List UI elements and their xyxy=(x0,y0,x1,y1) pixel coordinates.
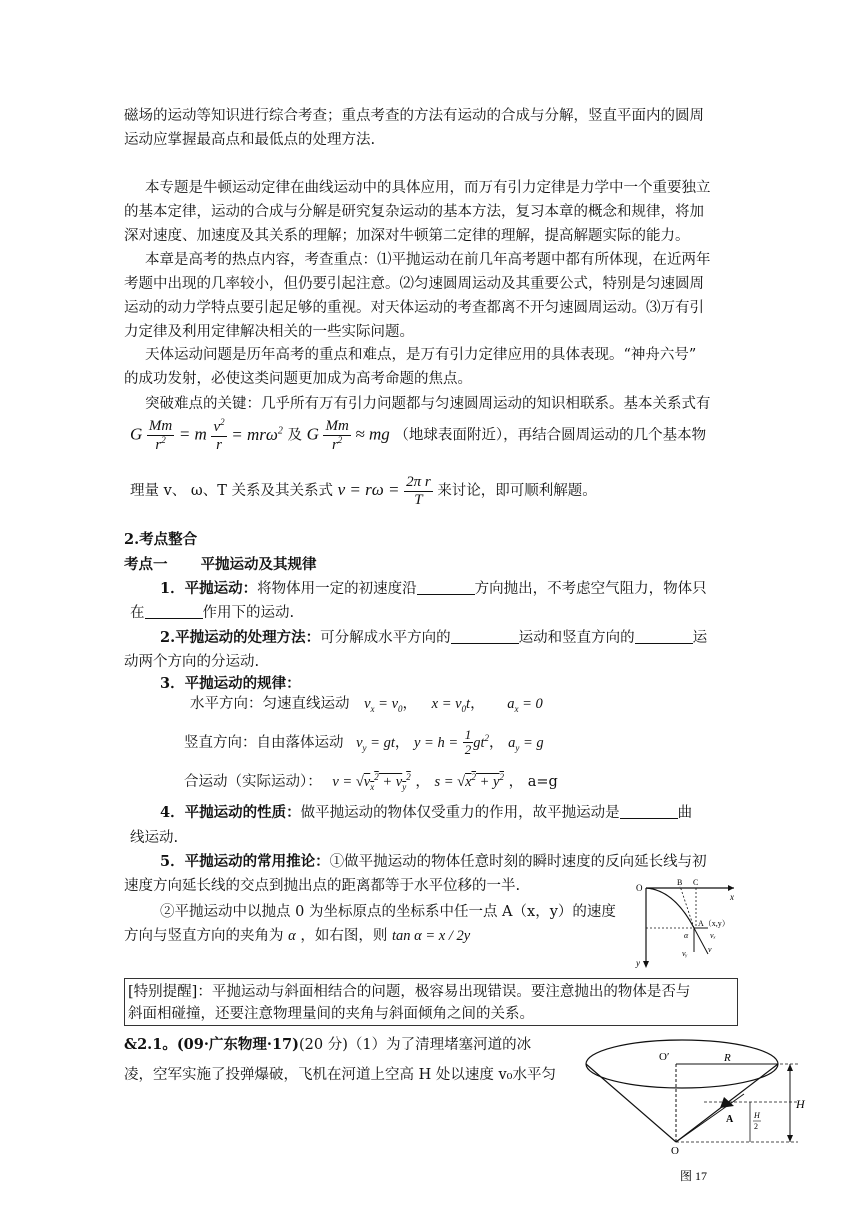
relation-formula-line: 理量 v、 ω、T 关系及其关系式 v = rω = $\frac{\text{2π r}}{T}$ 来讨论，即可顺利解题。 xyxy=(130,474,597,508)
relation-text-a: 理量 v、 ω、T 关系及其关系式 xyxy=(130,483,334,499)
reminder-text-1: 平抛运动与斜面相结合的问题，极容易出现错误。要注意抛出的物体是否与 xyxy=(211,984,691,1000)
item1-line2-a: 在 xyxy=(130,605,145,621)
item4-line-2: 线运动. xyxy=(130,830,179,846)
item5-label: 5．平抛运动的常用推论： xyxy=(160,853,330,870)
item1-line-1 xyxy=(160,577,707,601)
label-v: v xyxy=(708,945,712,954)
item5-line4-b: ，如右图，则 xyxy=(300,928,388,944)
item1-label: 1．平抛运动： xyxy=(160,580,258,597)
item2-blank-2 xyxy=(635,627,693,644)
label-C: C xyxy=(693,878,699,887)
item2-line-2: 动两个方向的分运动. xyxy=(124,654,260,670)
item2-text-2: 运动和竖直方向的 xyxy=(518,630,635,646)
problem-line-2: 凌，空军实施了投弹爆破，飞机在河道上空高 H 处以速度 v₀水平匀 xyxy=(124,1067,556,1083)
item5-text: ①做平抛运动的物体任意时刻的瞬时速度的反向延长线与初 xyxy=(329,854,707,870)
item3-horizontal: 水平方向：匀速直线运动 $v_x = v_0$， $x = v_0t$， $a_x = 0$ xyxy=(190,696,543,714)
item3-combined: 合运动（实际运动）： $v = √v_x^2 + v_y^2$ ， $s = √x^2 + y^2$ ， a=g xyxy=(184,772,558,792)
item3-combined-text: 合运动（实际运动）： xyxy=(184,773,322,790)
problem-number: &2.1。(09·广东物理·17) xyxy=(124,1036,299,1053)
para4-line-1: 突破难点的关键：几乎所有万有引力问题都与匀速圆周运动的知识相联系。基本关系式有 xyxy=(145,396,711,412)
cone-left-edge xyxy=(586,1064,676,1142)
item4-text-2: 曲 xyxy=(677,805,693,821)
H-arrow-up-icon xyxy=(787,1064,793,1071)
item3-vertical: 竖直方向：自由落体运动 $v_y$ = gt， y = h = $\frac{1}{2}$ $gt^2$， $a_y = g$ xyxy=(184,727,544,758)
item2-blank-1 xyxy=(451,627,519,644)
y-arrow-icon xyxy=(643,961,649,968)
formula-note: （地球表面附近），再结合圆周运动的几个基本物 xyxy=(394,427,707,444)
trajectory-curve xyxy=(646,888,694,928)
gravity-formula: G $\frac{Mm}{r^2}$ = m $\frac{v^2}{r}$ = mrω$^2$ 及 G $\frac{Mm}{r^2}$ ≈ mg （地球表面附近），再结合圆周运动的几个基本物 xyxy=(130,417,707,453)
item3-horizontal-text: 水平方向：匀速直线运动 xyxy=(190,696,350,712)
item5-line-3: ②平抛运动中以抛点 0 为坐标原点的坐标系中任一点 A（x，y）的速度 xyxy=(160,904,616,920)
section-heading: 2.考点整合 xyxy=(124,531,198,548)
item5-line4-a: 方向与竖直方向的夹角为 xyxy=(124,928,284,944)
label-H: H xyxy=(796,1097,805,1111)
para2-line-3: 运动的动力学特点要引起足够的重视。对天体运动的考查都离不开匀速圆周运动。⑶万有引 xyxy=(124,300,704,316)
label-O: O xyxy=(671,1145,679,1157)
label-vx: vₓ xyxy=(710,931,716,940)
item4-line-1 xyxy=(160,801,692,825)
label-half-H-num: H xyxy=(754,1111,760,1120)
label-A: A（x,y） xyxy=(698,919,730,928)
point-heading xyxy=(124,553,317,577)
item5-line-2: 速度方向延长线的交点到抛出点的距离都等于水平位移的一半. xyxy=(124,878,521,894)
item1-blank-1 xyxy=(417,578,475,595)
inner-line xyxy=(676,1094,744,1142)
para2-line-4: 力定律及利用定律解决相关的一些实际问题。 xyxy=(124,324,414,340)
H-arrow-down-icon xyxy=(787,1135,793,1142)
item5-line-1 xyxy=(160,850,707,874)
label-O: O xyxy=(636,883,643,893)
label-B: B xyxy=(677,878,683,887)
intro-line-2: 运动应掌握最高点和最低点的处理方法. xyxy=(124,132,376,148)
projectile-diagram xyxy=(634,876,742,972)
para1-line-2: 的基本定律，运动的合成与分解是研究复杂运动的基本方法，复习本章的概念和规律，将加 xyxy=(124,204,704,220)
velocity-extension xyxy=(680,886,694,928)
velocity-vector xyxy=(694,928,708,954)
label-alpha: α xyxy=(684,931,689,940)
point-label: 考点一 xyxy=(124,556,168,573)
label-vy: vᵧ xyxy=(682,949,688,958)
para1-line-1: 本专题是牛顿运动定律在曲线运动中的具体应用，而万有引力定律是力学中一个重要独立 xyxy=(145,180,711,196)
item3-vertical-text: 竖直方向：自由落体运动 xyxy=(184,734,344,751)
para2-line-2: 考题中出现的几率较小，但仍要引起注意。⑵匀速圆周运动及其重要公式，特别是匀速圆周 xyxy=(124,276,704,292)
para2-line-1: 本章是高考的热点内容，考查重点：⑴平抛运动在前几年高考题中都有所体现，在近两年 xyxy=(145,252,711,268)
label-half-H-den: 2 xyxy=(754,1122,758,1131)
label-A: A xyxy=(726,1114,734,1125)
item5-line-4: 方向与竖直方向的夹角为 α ，如右图，则 tan α = x / 2y xyxy=(124,928,471,944)
para3-line-2: 的成功发射，必使这类问题更加成为高考命题的焦点。 xyxy=(124,371,472,387)
item4-blank xyxy=(620,802,678,819)
intro-line-1: 磁场的运动等知识进行综合考查；重点考查的方法有运动的合成与分解，竖直平面内的圆周 xyxy=(124,108,704,124)
reminder-line-1 xyxy=(128,980,690,1004)
reminder-line-2: 斜面相碰撞，还要注意物理量间的夹角与斜面倾角之间的关系。 xyxy=(128,1006,534,1022)
item1-text: 将物体用一定的初速度沿 xyxy=(257,581,417,597)
relation-text-b: 来讨论，即可顺利解题。 xyxy=(437,483,597,499)
label-R: R xyxy=(724,1052,731,1064)
para1-line-3: 深对速度、加速度及其关系的理解；加深对牛顿第二定律的理解，提高解题实际的能力。 xyxy=(124,228,690,244)
figure-17-caption: 图 17 xyxy=(680,1169,708,1183)
item2-line-1 xyxy=(160,626,707,650)
item4-text: 做平抛运动的物体仅受重力的作用，故平抛运动是 xyxy=(300,805,620,821)
label-O-prime: O′ xyxy=(659,1051,670,1063)
item4-label: 4．平抛运动的性质： xyxy=(160,804,301,821)
reminder-label: [特别提醒]： xyxy=(128,984,212,1000)
item2-label: 2.平抛运动的处理方法： xyxy=(160,629,321,646)
para3-line-1: 天体运动问题是历年高考的重点和难点，是万有引力定律应用的具体表现。“神舟六号” xyxy=(145,347,697,363)
item2-text: 可分解成水平方向的 xyxy=(320,630,451,646)
item1-line2-b: 作用下的运动. xyxy=(202,605,295,621)
point-title: 平抛运动及其规律 xyxy=(200,556,317,573)
figure-17-cone xyxy=(584,1034,824,1184)
x-arrow-icon xyxy=(728,885,734,891)
label-y: y xyxy=(636,958,640,968)
item1-text-2: 方向抛出，不考虑空气阻力，物体只 xyxy=(474,581,707,597)
problem-line-1 xyxy=(124,1033,531,1057)
item3-label: 3．平抛运动的规律： xyxy=(160,675,301,692)
item1-blank-2 xyxy=(145,602,203,619)
item1-line-2 xyxy=(130,601,294,625)
item3-combined-extra: a=g xyxy=(527,773,558,790)
problem-score: (20 分)（1）为了清理堵塞河道的冰 xyxy=(299,1037,532,1053)
item2-text-3: 运 xyxy=(692,630,708,646)
label-x: x xyxy=(730,892,734,902)
formula-and: 及 xyxy=(287,427,302,444)
